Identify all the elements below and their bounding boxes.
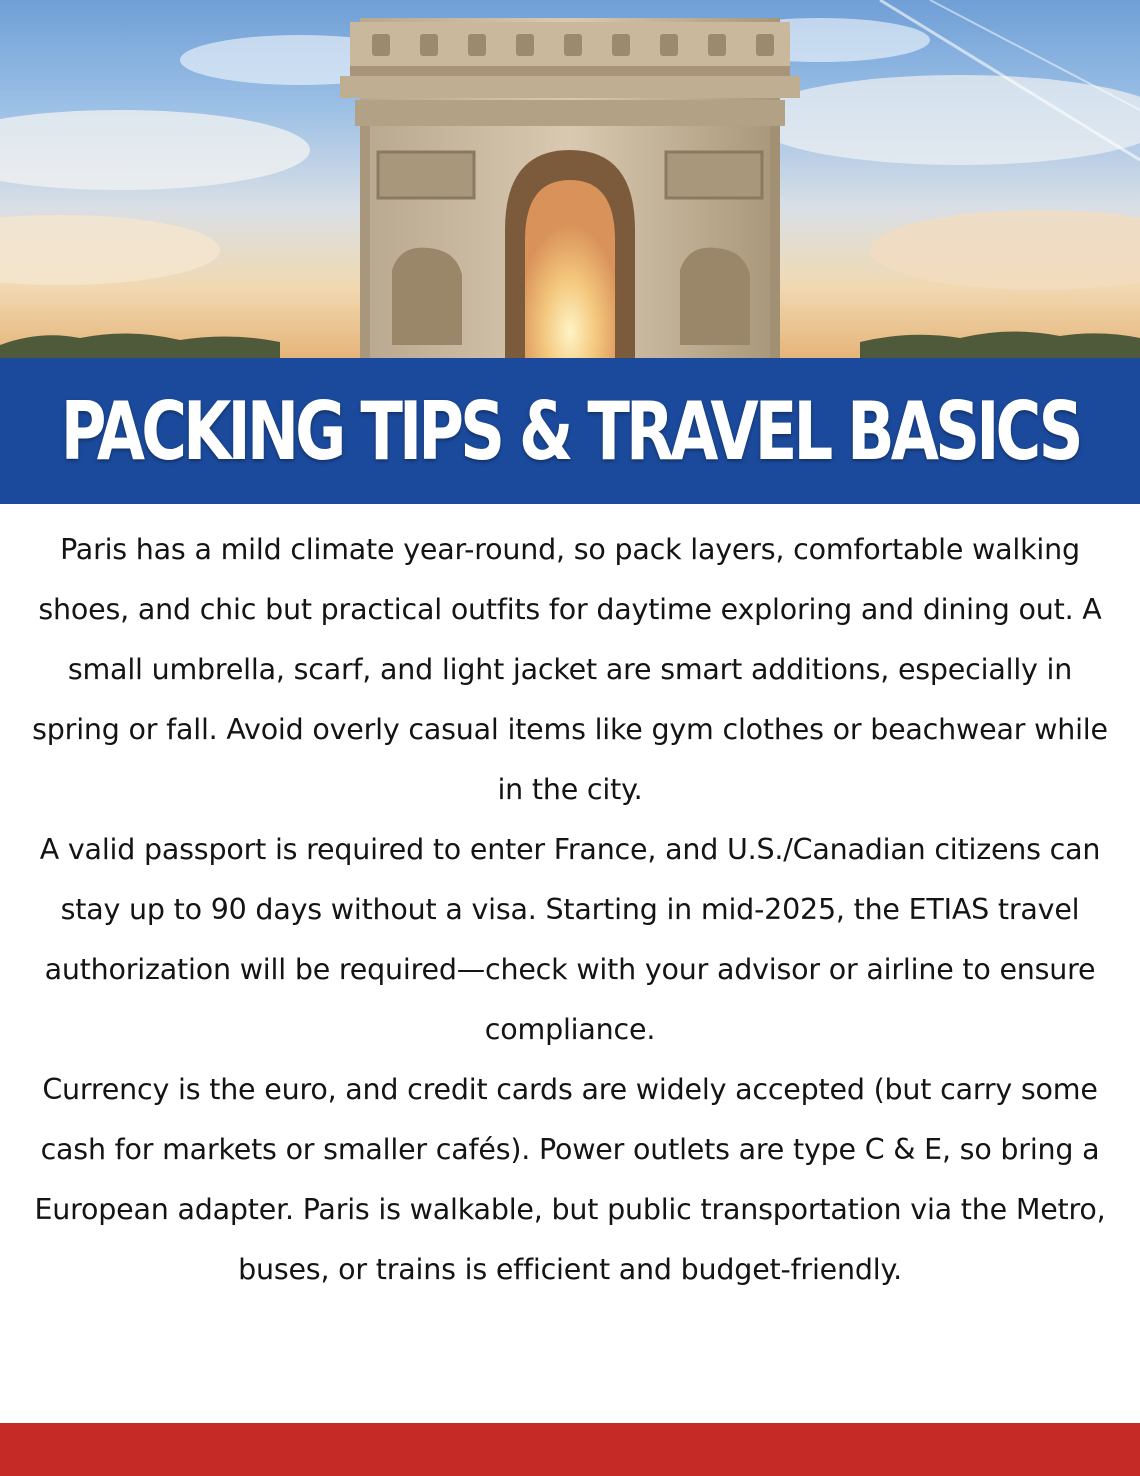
arc-de-triomphe-photo-icon: [0, 0, 1140, 358]
body-copy: [30, 520, 1110, 1300]
packing-paragraph: Paris has a mild climate year-round, so pack layers, comfortable walking shoes, and chic but practical outfits for daytime exploring and dining out. A small umbrella, scarf, and light jacket are smart additions, especially in spring or fall. Avoid overly casual items like gym clothes or beachwear while in the city.: [32, 533, 1108, 806]
currency-paragraph: Currency is the euro, and credit cards are widely accepted (but carry some cash for markets or smaller cafés). Power outlets are type C & E, so bring a European adapter. Paris is walkable, but public transportation via the Metro, buses, or trains is efficient and budget-friendly.: [34, 1073, 1106, 1286]
hero-image: [0, 0, 1140, 358]
page-title: PACKING TIPS & TRAVEL BASICS: [60, 384, 1080, 478]
passport-paragraph: A valid passport is required to enter France, and U.S./Canadian citizens can stay up to 90 days without a visa. Starting in mid-2025, the ETIAS travel authorization will be required—check with your advisor or airline to ensure compliance.: [39, 833, 1101, 1046]
title-banner: [0, 358, 1140, 504]
footer-band: [0, 1423, 1140, 1476]
